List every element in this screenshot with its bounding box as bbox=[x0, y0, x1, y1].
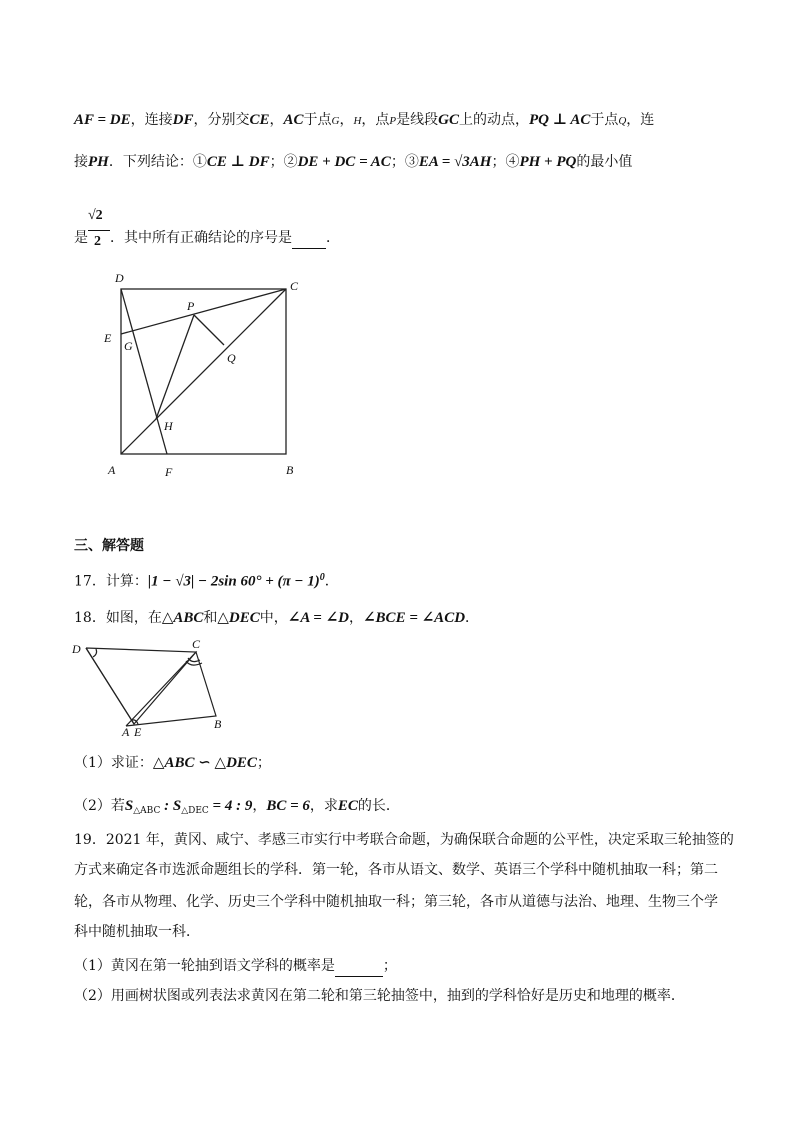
label-e: E bbox=[104, 331, 112, 345]
q17-expression: |1 − √3| − 2sin 60° + (π − 1) bbox=[147, 573, 320, 590]
segment-ph bbox=[156, 315, 194, 419]
fig2-label-d: D bbox=[72, 642, 81, 656]
label-d: D bbox=[115, 271, 124, 285]
fig2-label-b: B bbox=[214, 717, 222, 731]
label-g: G bbox=[124, 339, 133, 353]
q16-line-1: AF = DE，连接DF，分别交CE，AC于点G，H，点P是线段GC上的动点，PQ ⊥ AC于点Q，连 bbox=[74, 112, 655, 128]
segment-ec bbox=[121, 289, 286, 334]
q19-part2: （2）用画树状图或列表法求黄冈在第二轮和第三轮抽签中，抽到的学科恰好是历史和地理的概率． bbox=[74, 988, 685, 1004]
q18-stem: 18．如图，在△ABC和△DEC中，∠A = ∠D，∠BCE = ∠ACD． bbox=[74, 610, 480, 626]
diagonal-ac bbox=[121, 289, 286, 454]
q16-line-3: 是 $\frac{√2}{2}$ ．其中所有正确结论的序号是 ． bbox=[74, 212, 340, 252]
section-heading: 三、解答题 bbox=[74, 538, 144, 554]
label-f: F bbox=[165, 465, 173, 479]
answer-blank-16[interactable] bbox=[292, 228, 326, 249]
segment-pq bbox=[194, 315, 224, 345]
fraction-sqrt2-over-2: $\frac{√2}{2}$ bbox=[88, 212, 110, 252]
figure-triangles bbox=[66, 638, 236, 742]
answer-blank-19[interactable] bbox=[335, 956, 383, 977]
figure-square-abcd bbox=[90, 262, 320, 482]
fig2-label-e: E bbox=[134, 725, 142, 739]
segment-de bbox=[86, 648, 134, 724]
q18-part1: （1）求证：△ABC ∽ △DEC； bbox=[74, 755, 271, 771]
triangle-abc bbox=[126, 652, 216, 726]
q19-line-4: 科中随机抽取一科． bbox=[74, 924, 200, 940]
label-c: C bbox=[290, 279, 299, 293]
q19-line-2: 方式来确定各市选派命题组长的学科．第一轮，各市从语文、数学、英语三个学科中随机抽取一科；第二 bbox=[74, 862, 718, 878]
q18-part2: （2）若$S_{\triangle ABC}$ : $S_{\triangle DEC} = 4$ : 9，BC = 6，求EC的长． bbox=[74, 798, 400, 816]
q17: 17．计算：|1 − √3| − 2sin $60^\circ + (\pi - 1)^0$． bbox=[74, 572, 339, 590]
q16-line-2: 接PH．下列结论：①CE ⊥ DF；②DE + DC = AC；③EA = √3AH；④PH + PQ的最小值 bbox=[74, 154, 633, 170]
triangle-dec bbox=[86, 648, 196, 724]
label-p: P bbox=[187, 299, 195, 313]
label-h: H bbox=[164, 419, 173, 433]
label-a: A bbox=[108, 463, 116, 477]
label-b: B bbox=[286, 463, 294, 477]
q19-part1: （1）黄冈在第一轮抽到语文学科的概率是 ； bbox=[74, 956, 397, 977]
math-af-de: AF = DE bbox=[74, 112, 131, 128]
q19-line-3: 轮，各市从物理、化学、历史三个学科中随机抽取一科；第三轮，各市从道德与法治、地理、生物三个学 bbox=[74, 894, 718, 910]
segment-df bbox=[121, 289, 167, 454]
fig2-label-c: C bbox=[192, 638, 201, 651]
label-q: Q bbox=[227, 351, 236, 365]
angle-mark-d bbox=[93, 649, 97, 657]
q19-line-1: 19．2021 年，黄冈、咸宁、孝感三市实行中考联合命题，为确保联合命题的公平性，决定采取三轮抽签的 bbox=[74, 832, 734, 848]
fig2-label-a: A bbox=[122, 725, 130, 739]
